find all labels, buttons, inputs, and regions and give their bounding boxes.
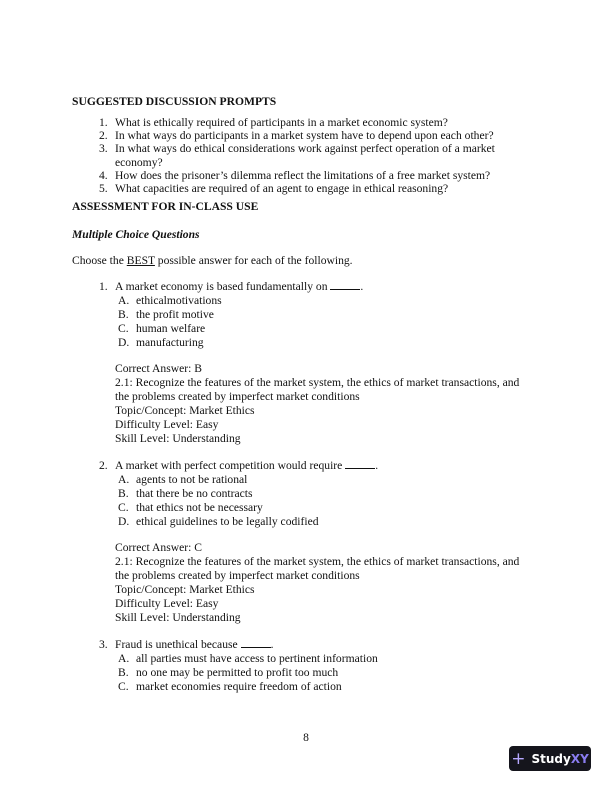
- option-text: no one may be permitted to profit too much: [136, 665, 339, 679]
- option-letter: C.: [118, 679, 129, 693]
- answer-metadata: 2.1: Recognize the features of the market system, the ethics of market transactions, and: [115, 555, 520, 569]
- line: [0, 336, 612, 350]
- option-text: ethicalmotivations: [136, 293, 222, 307]
- item-number: 4.: [99, 168, 108, 182]
- line: [0, 459, 612, 473]
- answer-metadata: Topic/Concept: Market Ethics: [115, 404, 255, 418]
- option-letter: B.: [118, 486, 129, 500]
- question-3: [0, 638, 612, 694]
- studyxy-logo: + StudyXY: [509, 746, 591, 771]
- answer-metadata: the problems created by imperfect market conditions: [115, 390, 360, 404]
- section-heading: ASSESSMENT FOR IN-CLASS USE: [72, 200, 259, 213]
- plus-icon: +: [511, 748, 526, 769]
- line: [0, 376, 612, 390]
- answer-metadata: Correct Answer: B: [115, 362, 202, 376]
- question-stem: A market economy is based fundamentally on .: [115, 280, 364, 293]
- option-letter: B.: [118, 307, 129, 321]
- line: [0, 418, 612, 432]
- option-text: all parties must have access to pertinent information: [136, 651, 378, 665]
- section-heading: SUGGESTED DISCUSSION PROMPTS: [72, 95, 277, 108]
- line: [0, 638, 612, 652]
- line: [0, 555, 612, 569]
- line: [0, 501, 612, 515]
- answer-metadata: Skill Level: Understanding: [115, 431, 241, 445]
- line: [0, 432, 612, 446]
- line: [0, 652, 612, 666]
- prompt-text: In what ways do participants in a market system have to depend upon each other?: [115, 129, 494, 143]
- option-letter: A.: [118, 651, 130, 665]
- option-text: the profit motive: [136, 307, 214, 321]
- line: [0, 473, 612, 487]
- prompt-text: How does the prisoner’s dilemma reflect the limitations of a free market system?: [115, 168, 491, 182]
- line: [0, 390, 612, 404]
- answer-metadata: Skill Level: Understanding: [115, 610, 241, 624]
- item-number: 3.: [99, 142, 108, 156]
- line: [0, 156, 612, 169]
- option-letter: D.: [118, 514, 130, 528]
- answer-metadata: 2.1: Recognize the features of the market system, the ethics of market transactions, and: [115, 376, 520, 390]
- answer-metadata: Difficulty Level: Easy: [115, 597, 219, 611]
- line: [0, 515, 612, 529]
- line: [0, 487, 612, 501]
- line: [0, 569, 612, 583]
- prompt-text: economy?: [115, 155, 163, 169]
- line: [0, 142, 612, 155]
- line: [0, 308, 612, 322]
- option-text: that ethics not be necessary: [136, 500, 263, 514]
- answer-metadata: the problems created by imperfect market conditions: [115, 569, 360, 583]
- question-number: 3.: [99, 638, 108, 651]
- line: [0, 169, 612, 182]
- line: [0, 680, 612, 694]
- line: [0, 182, 612, 195]
- answer-metadata: Topic/Concept: Market Ethics: [115, 583, 255, 597]
- page-number: 8: [303, 731, 309, 744]
- prompt-text: What is ethically required of participants in a market economic system?: [115, 116, 448, 129]
- question-1: [0, 280, 612, 446]
- line: [0, 322, 612, 336]
- option-text: agents to not be rational: [136, 472, 248, 486]
- discussion-list: [0, 116, 612, 195]
- answer-blank: [345, 459, 375, 469]
- question-stem: A market with perfect competition would require .: [115, 459, 379, 472]
- option-letter: A.: [118, 293, 130, 307]
- option-letter: D.: [118, 335, 130, 349]
- line: [0, 404, 612, 418]
- question-number: 2.: [99, 459, 108, 472]
- line: [0, 294, 612, 308]
- answer-blank: [330, 280, 360, 290]
- line: [0, 583, 612, 597]
- line: [0, 611, 612, 625]
- line: [0, 129, 612, 142]
- item-number: 5.: [99, 181, 108, 195]
- question-number: 1.: [99, 280, 108, 293]
- option-text: market economies require freedom of action: [136, 679, 342, 693]
- prompt-text: What capacities are required of an agent to engage in ethical reasoning?: [115, 181, 449, 195]
- discussion-heading-block: [0, 95, 612, 109]
- option-text: human welfare: [136, 321, 206, 335]
- line: [0, 666, 612, 680]
- line: [0, 597, 612, 611]
- question-stem: Fraud is unethical because .: [115, 638, 274, 651]
- line: [0, 280, 612, 294]
- line: [0, 362, 612, 376]
- question-2: [0, 459, 612, 625]
- item-number: 2.: [99, 129, 108, 143]
- assessment-header: [0, 200, 612, 268]
- option-text: that there be no contracts: [136, 486, 253, 500]
- answer-metadata: Difficulty Level: Easy: [115, 418, 219, 432]
- option-letter: C.: [118, 321, 129, 335]
- answer-metadata: Correct Answer: C: [115, 541, 202, 555]
- option-letter: C.: [118, 500, 129, 514]
- option-letter: A.: [118, 472, 130, 486]
- line: [0, 116, 612, 129]
- answer-blank: [241, 638, 271, 648]
- line: [0, 541, 612, 555]
- option-letter: B.: [118, 665, 129, 679]
- option-text: manufacturing: [136, 335, 204, 349]
- subheading: Multiple Choice Questions: [72, 227, 200, 241]
- option-text: ethical guidelines to be legally codified: [136, 514, 319, 528]
- instructions: Choose the BEST possible answer for each of the following.: [72, 253, 353, 267]
- item-number: 1.: [99, 116, 108, 129]
- prompt-text: In what ways do ethical considerations work against perfect operation of a market: [115, 142, 495, 156]
